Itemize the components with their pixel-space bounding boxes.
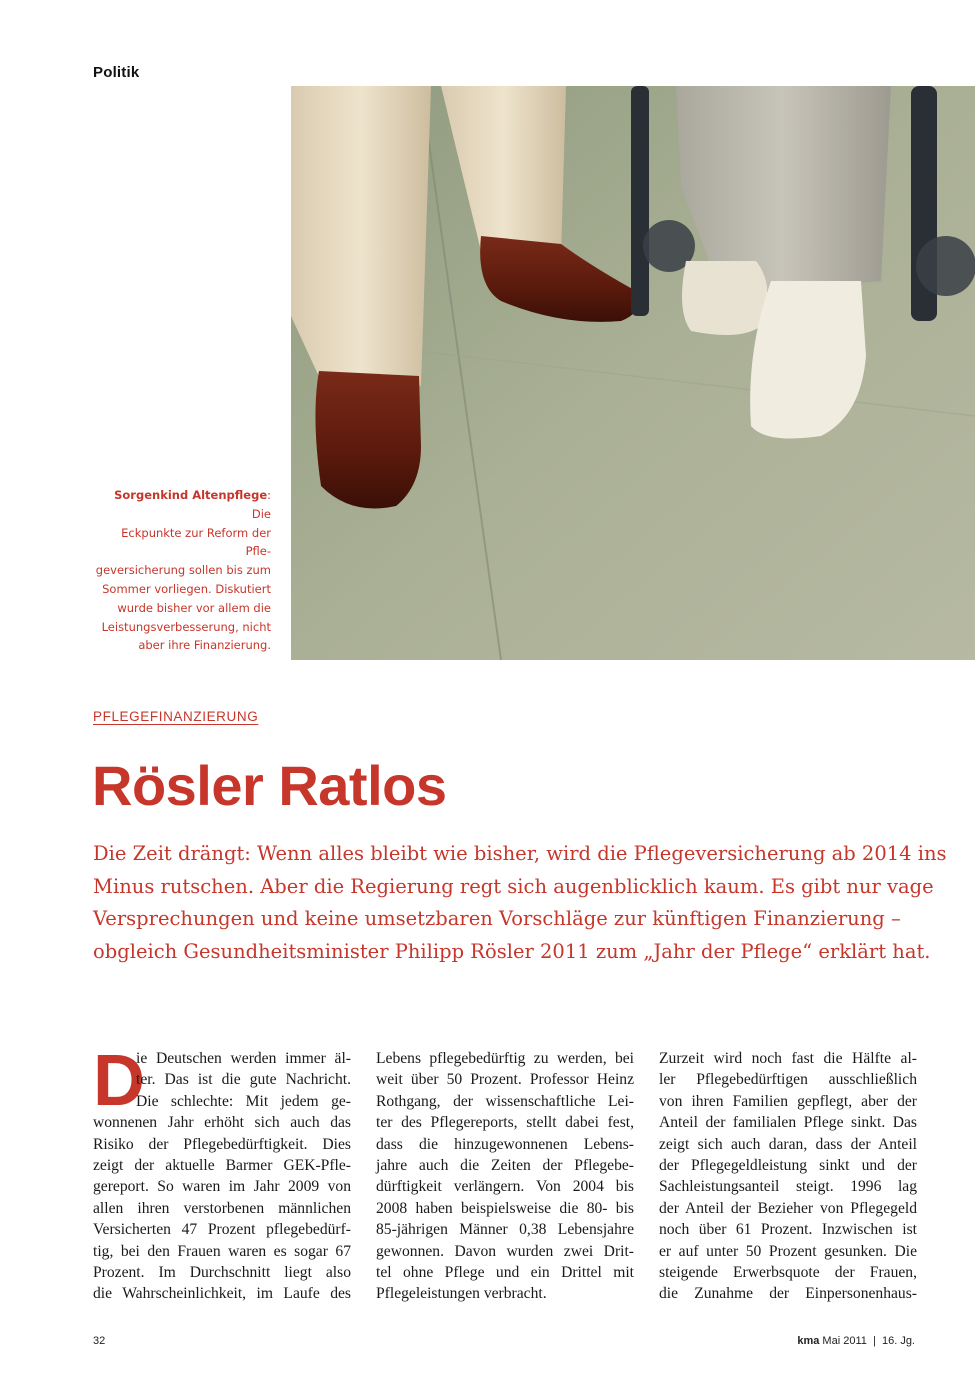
body-line: der Pflegegeldleistung sinkt und der bbox=[659, 1157, 917, 1175]
body-line: ie Deutschen werden immer äl- bbox=[136, 1050, 351, 1067]
body-line: Versicherten 47 Prozent pflegebedürf- bbox=[93, 1221, 351, 1239]
body-column-2 bbox=[376, 1048, 634, 1305]
lede-line: Versprechungen und keine umsetzbaren Vorschläge zur künftigen Finanzierung – bbox=[93, 907, 901, 931]
body-line: 85-jährigen Männer 0,38 Lebensjahre bbox=[376, 1221, 634, 1239]
body-line: Lebens pflegebedürftig zu werden, bei bbox=[376, 1050, 634, 1067]
article-lede bbox=[93, 838, 947, 968]
body-line: jahre auch die Zeiten der Pflegebe- bbox=[376, 1157, 634, 1175]
body-line: Anteil der familialen Pflege sinkt. Das bbox=[659, 1114, 917, 1132]
caption-line: Leistungsverbesserung, nicht bbox=[101, 619, 271, 634]
article-headline: Rösler Ratlos bbox=[92, 754, 447, 817]
body-line: noch über 61 Prozent. Inzwischen ist bbox=[659, 1221, 917, 1239]
body-line: 2008 haben beispielsweise die 80- bis bbox=[376, 1199, 634, 1217]
volume: 16. Jg. bbox=[881, 1335, 915, 1347]
page-number: 32 bbox=[93, 1335, 106, 1347]
footer-issue-info bbox=[797, 1335, 915, 1347]
body-line: tig, bei den Frauen waren es sogar 67 bbox=[93, 1242, 351, 1260]
lede-line: Minus rutschen. Aber die Regierung regt sich augenblicklich kaum. Es gibt nur vage bbox=[93, 874, 934, 898]
body-line: weit über 50 Prozent. Professor Heinz bbox=[376, 1071, 634, 1089]
body-line: wonnenen Jahr erhöht sich auch das bbox=[93, 1114, 351, 1132]
magazine-name: kma bbox=[797, 1335, 820, 1347]
lede-line: Die Zeit drängt: Wenn alles bleibt wie bisher, wird die Pflegeversicherung ab 2014 ins bbox=[93, 842, 947, 865]
body-line: gewonnen. Davon wurden zwei Drit- bbox=[376, 1242, 634, 1260]
body-line: ler Pflegebedürftigen ausschließlich bbox=[659, 1071, 917, 1089]
issue-date: Mai 2011 bbox=[822, 1335, 867, 1347]
body-line: Zurzeit wird noch fast die Hälfte al- bbox=[659, 1050, 917, 1067]
footer-separator: | bbox=[872, 1335, 876, 1347]
body-line: Rothgang, der wissenschaftliche Lei- bbox=[376, 1092, 634, 1110]
body-column-3 bbox=[659, 1048, 917, 1305]
caption-line: : Die bbox=[251, 488, 271, 521]
photo-caption bbox=[93, 486, 271, 655]
body-line: von ihren Familien gepflegt, aber der bbox=[659, 1092, 917, 1110]
body-line: Pflegeleistungen verbracht. bbox=[376, 1285, 547, 1303]
body-line: allen ihren verstorbenen männlichen bbox=[93, 1199, 351, 1217]
body-line: gereport. So waren im Jahr 2009 von bbox=[93, 1178, 351, 1196]
lede-line: obgleich Gesundheitsminister Philipp Rösler 2011 zum „Jahr der Pflege“ erklärt hat. bbox=[93, 939, 931, 963]
article-photo bbox=[291, 86, 975, 660]
body-line: dürftigkeit verlängern. Von 2004 bis bbox=[376, 1178, 634, 1196]
body-line: ter des Pflegereports, stellt dabei fest, bbox=[376, 1114, 634, 1132]
caption-lead: Sorgenkind Altenpflege bbox=[114, 488, 268, 502]
caption-line: aber ihre Finanzierung. bbox=[138, 638, 271, 653]
body-line: der Anteil der Bezieher von Pflegegeld bbox=[659, 1199, 917, 1217]
body-line: die Zunahme der Einpersonenhaus- bbox=[659, 1285, 917, 1303]
body-line: steigende Erwerbsquote der Frauen, bbox=[659, 1264, 917, 1282]
caption-line: Eckpunkte zur Reform der Pfle- bbox=[121, 525, 271, 559]
caption-line: geversicherung sollen bis zum bbox=[95, 563, 271, 578]
body-line: zeigt sich auch daran, dass der Anteil bbox=[659, 1135, 917, 1153]
body-line: ter. Das ist die gute Nachricht. bbox=[136, 1071, 351, 1089]
body-line: Sachleistungsanteil steigt. 1996 lag bbox=[659, 1178, 917, 1196]
body-column-1 bbox=[93, 1041, 351, 1305]
body-line: Prozent. Im Durchschnitt liegt also bbox=[93, 1264, 351, 1282]
section-label: Politik bbox=[93, 64, 140, 81]
body-line: dass die hinzugewonnenen Lebens- bbox=[376, 1135, 634, 1153]
body-line: tel ohne Pflege und ein Drittel mit bbox=[376, 1264, 634, 1282]
drop-cap: D bbox=[93, 1041, 145, 1121]
body-line: die Wahrscheinlichkeit, im Laufe des bbox=[93, 1285, 351, 1303]
article-kicker: PFLEGEFINANZIERUNG bbox=[93, 709, 259, 724]
caption-line: Sommer vorliegen. Diskutiert bbox=[102, 581, 271, 596]
caption-line: wurde bisher vor allem die bbox=[117, 600, 271, 615]
body-line: Die schlechte: Mit jedem ge- bbox=[136, 1092, 351, 1110]
body-line: Risiko der Pflegebedürftigkeit. Dies bbox=[93, 1135, 351, 1153]
body-line: zeigt der aktuelle Barmer GEK-Pfle- bbox=[93, 1157, 351, 1175]
body-line: er auf unter 50 Prozent gesunken. Die bbox=[659, 1242, 917, 1260]
